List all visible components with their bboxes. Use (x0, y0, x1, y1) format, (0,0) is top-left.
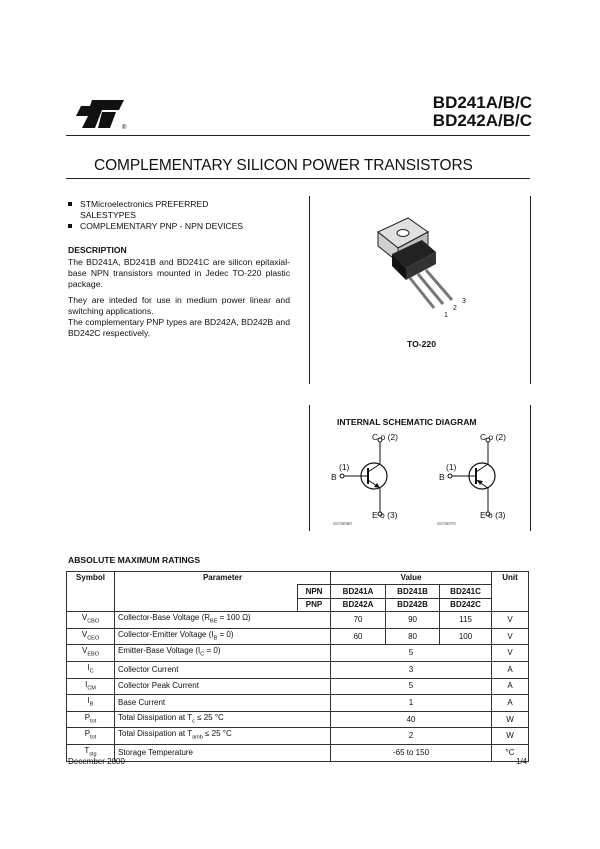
part-number-pnp: BD242A/B/C (432, 111, 532, 130)
unit-cell: W (492, 711, 529, 728)
feature-item: STMicroelectronics PREFERRED SALESTYPES (68, 199, 220, 221)
unit-cell: V (492, 612, 529, 629)
value-cell: 2 (331, 728, 492, 745)
parameter-cell: Base Current (115, 695, 331, 712)
value-cell: 115 (440, 612, 492, 629)
feature-item: COMPLEMENTARY PNP - NPN DEVICES (68, 221, 288, 232)
schematic-box-left (309, 405, 310, 531)
type-cell: BD241B (386, 585, 440, 598)
header-rule-top (66, 135, 530, 136)
value-header: Value (331, 572, 492, 585)
bullet-icon (68, 202, 72, 206)
unit-cell: A (492, 678, 529, 695)
value-cell: 80 (386, 628, 440, 645)
value-cell: 70 (331, 612, 386, 629)
table-header-row (67, 572, 529, 585)
npn-ref: SC06960 (333, 521, 352, 526)
unit-cell: V (492, 628, 529, 645)
parameter-cell: Storage Temperature (115, 744, 331, 761)
pin-3-label: 3 (462, 298, 466, 305)
unit-cell: °C (492, 744, 529, 761)
pin-1-label: 1 (444, 312, 448, 319)
description-body (68, 257, 290, 343)
description-paragraph: The BD241A, BD241B and BD241C are silicon epitaxial-base NPN transistors mounted in Jedec TO-220 plastic package. (68, 257, 290, 290)
type-cell: BD241A (331, 585, 386, 598)
table-row (67, 645, 529, 662)
table-row (67, 612, 529, 629)
pnp-ref: SC06970 (437, 521, 456, 526)
type-cell: BD242B (386, 598, 440, 611)
table-row (67, 711, 529, 728)
parameter-cell: Collector Peak Current (115, 678, 331, 695)
parameter-cell: Total Dissipation at $T_c \le 25$ °C (115, 711, 331, 728)
package-name: TO-220 (407, 339, 436, 349)
table-row (67, 678, 529, 695)
npn-emitter-label: E o (3) (372, 510, 398, 520)
pnp-collector-label: C o (2) (480, 432, 506, 442)
value-cell: 3 (331, 661, 492, 678)
symbol-cell: $T_{stg}$ (67, 744, 115, 761)
st-logo (72, 98, 132, 132)
symbol-cell: $I_B$ (67, 695, 115, 712)
schematic-box-right (530, 405, 531, 531)
feature-list (68, 199, 288, 232)
header-rule-bottom (66, 178, 530, 179)
symbol-cell: $I_C$ (67, 661, 115, 678)
symbol-cell: $V_{CEO}$ (67, 628, 115, 645)
description-paragraph: The complementary PNP types are BD242A, BD242B and BD242C respectively. (68, 317, 290, 339)
description-paragraph: They are inteded for use in medium power linear and switching applications. (68, 294, 290, 316)
npn-base-letter: B (331, 472, 337, 482)
parameter-cell: Collector-Base Voltage ($R_{BE} = 100$ Ω) (115, 612, 331, 629)
schematic-title: INTERNAL SCHEMATIC DIAGRAM (337, 417, 477, 427)
symbol-cell: $P_{tot}$ (67, 728, 115, 745)
type-cell: BD242A (331, 598, 386, 611)
ratings-heading: ABSOLUTE MAXIMUM RATINGS (68, 555, 201, 565)
npn-type-row (67, 585, 529, 598)
value-cell: 100 (440, 628, 492, 645)
type-cell: BD242C (440, 598, 492, 611)
parameter-cell: Collector Current (115, 661, 331, 678)
table-row (67, 661, 529, 678)
package-box-right (530, 196, 531, 384)
value-cell: 60 (331, 628, 386, 645)
part-number-npn: BD241A/B/C (432, 93, 532, 112)
bullet-icon (68, 224, 72, 228)
symbol-cell: $I_{CM}$ (67, 678, 115, 695)
symbol-cell: $V_{CBO}$ (67, 612, 115, 629)
pnp-emitter-label: E o (3) (480, 510, 506, 520)
table-row (67, 695, 529, 712)
table-row (67, 728, 529, 745)
parameter-cell: Total Dissipation at $T_{amb} \le 25$ °C (115, 728, 331, 745)
parameter-cell: Collector-Emitter Voltage $(I_B = 0)$ (115, 628, 331, 645)
value-cell: -65 to 150 (331, 744, 492, 761)
package-box-left (309, 196, 310, 384)
pnp-label: PNP (298, 598, 331, 611)
unit-cell: W (492, 728, 529, 745)
unit-cell: A (492, 661, 529, 678)
unit-cell: A (492, 695, 529, 712)
pnp-type-row (67, 598, 529, 611)
symbol-cell: $P_{tot}$ (67, 711, 115, 728)
table-row (67, 628, 529, 645)
pnp-base-letter: B (439, 472, 445, 482)
footer-date: December 2000 (68, 757, 125, 766)
description-heading: DESCRIPTION (68, 245, 127, 255)
npn-label: NPN (298, 585, 331, 598)
parameter-cell: Emitter-Base Voltage $(I_C = 0)$ (115, 645, 331, 662)
footer-page: 1/4 (516, 757, 528, 766)
value-cell: 5 (331, 645, 492, 662)
value-cell: 5 (331, 678, 492, 695)
unit-header: Unit (492, 572, 529, 585)
page-title: COMPLEMENTARY SILICON POWER TRANSISTORS (94, 157, 473, 174)
symbol-header: Symbol (67, 572, 115, 585)
pnp-base-label: (1) (446, 462, 457, 472)
value-cell: 90 (386, 612, 440, 629)
unit-cell: V (492, 645, 529, 662)
value-cell: 40 (331, 711, 492, 728)
type-cell: BD241C (440, 585, 492, 598)
npn-base-label: (1) (339, 462, 350, 472)
svg-text:®: ® (122, 125, 127, 131)
pin-2-label: 2 (453, 305, 457, 312)
ratings-table (66, 571, 529, 762)
value-cell: 1 (331, 695, 492, 712)
symbol-cell: $V_{EBO}$ (67, 645, 115, 662)
npn-collector-label: C o (2) (372, 432, 398, 442)
table-row (67, 744, 529, 761)
to220-package-image (370, 212, 480, 322)
parameter-header: Parameter (115, 572, 331, 585)
